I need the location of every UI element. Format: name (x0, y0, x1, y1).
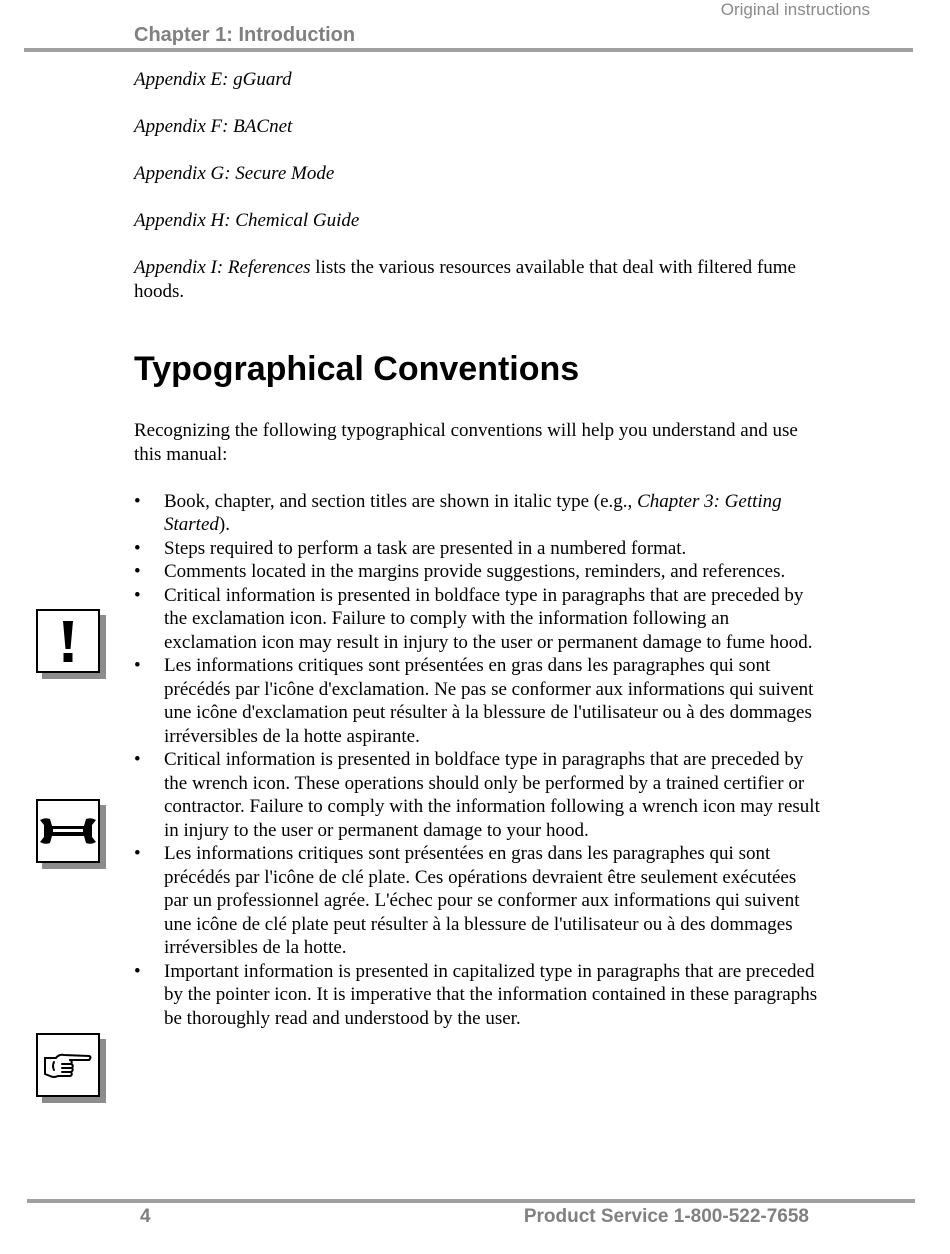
bullet-2-text: Steps required to perform a task are presented in a numbered format. (164, 537, 687, 559)
chapter-header: Chapter 1: Introduction (134, 24, 356, 46)
list-item (134, 654, 824, 748)
appendix-i-title: Appendix I: References (134, 257, 311, 278)
bullet-1-text: Book, chapter, and section titles are shown in italic type (e.g., (164, 490, 638, 512)
exclamation-glyph (58, 619, 78, 663)
bullet-8-text: Important information is presented in capitalized type in paragraphs that are preceded by the pointer icon. It is imperative that the information contained in these paragraphs be thoroughly read and understood by the user. (164, 960, 818, 1029)
appendix-i (134, 256, 824, 303)
product-service-phone: Product Service 1-800-522-7658 (523, 1206, 809, 1227)
list-item (134, 560, 824, 584)
section-intro: Recognizing the following typographical conventions will help you understand and use this manual: (134, 420, 798, 465)
appendix-i-text: lists the various resources available that deal with filtered fume hoods. (134, 257, 796, 302)
bullet-1-example: Chapter 3: Getting Started (164, 490, 782, 535)
section-title: Typographical Conventions (134, 350, 580, 388)
list-item (134, 490, 824, 537)
list-item (134, 584, 824, 655)
list-item (134, 748, 824, 842)
bullet-1-end: ). (218, 514, 230, 535)
conventions-list (134, 490, 824, 1031)
list-item (134, 842, 824, 960)
bullet-4-text: Critical information is presented in boldface type in paragraphs that are preceded by the exclamation icon. Failure to comply with the information following an exclamation icon may result in injury to the user or permanent damage to fume hood. (164, 584, 813, 653)
pointer-glyph (42, 1050, 94, 1080)
header-rule (24, 48, 913, 52)
pointing-hand-icon (36, 1033, 100, 1097)
footer-rule (27, 1199, 915, 1203)
wrench-glyph (39, 814, 97, 848)
exclamation-icon (36, 609, 100, 673)
appendix-e: Appendix E: gGuard (134, 69, 292, 90)
original-instructions-note: Original instructions (720, 0, 870, 19)
list-item (134, 960, 824, 1031)
bullet-6-text: Critical information is presented in boldface type in paragraphs that are preceded by the wrench icon. These operations should only be performed by a trained certifier or contractor. Failure to comply with the information following a wrench icon may result in injury to the user or permanent damage to your hood. (164, 749, 820, 841)
bullet-7-text: Les informations critiques sont présentées en gras dans les paragraphes qui sont précédés par l'icône de clé plate. Ces opérations devraient être seulement exécutées par un professionnel agrée. L'échec pour se conformer aux informations qui suivent une icône de clé plate peut résulter à la blessure de l'utilisateur ou à des dommages irréversibles de la hotte. (164, 843, 800, 958)
page-number: 4 (140, 1206, 151, 1227)
bullet-5-text: Les informations critiques sont présentées en gras dans les paragraphes qui sont précédés par l'icône d'exclamation. Ne pas se conformer aux informations qui suivent une icône d'exclamation peut résulter à la blessure de l'utilisateur ou à des dommages irréversibles de la hotte aspirante. (164, 655, 814, 747)
page-content (134, 68, 824, 1030)
list-item (134, 537, 824, 561)
wrench-icon (36, 799, 100, 863)
appendix-g: Appendix G: Secure Mode (134, 163, 335, 184)
bullet-3-text: Comments located in the margins provide suggestions, reminders, and references. (164, 561, 786, 582)
appendix-h: Appendix H: Chemical Guide (134, 210, 360, 231)
appendix-f: Appendix F: BACnet (134, 116, 293, 137)
